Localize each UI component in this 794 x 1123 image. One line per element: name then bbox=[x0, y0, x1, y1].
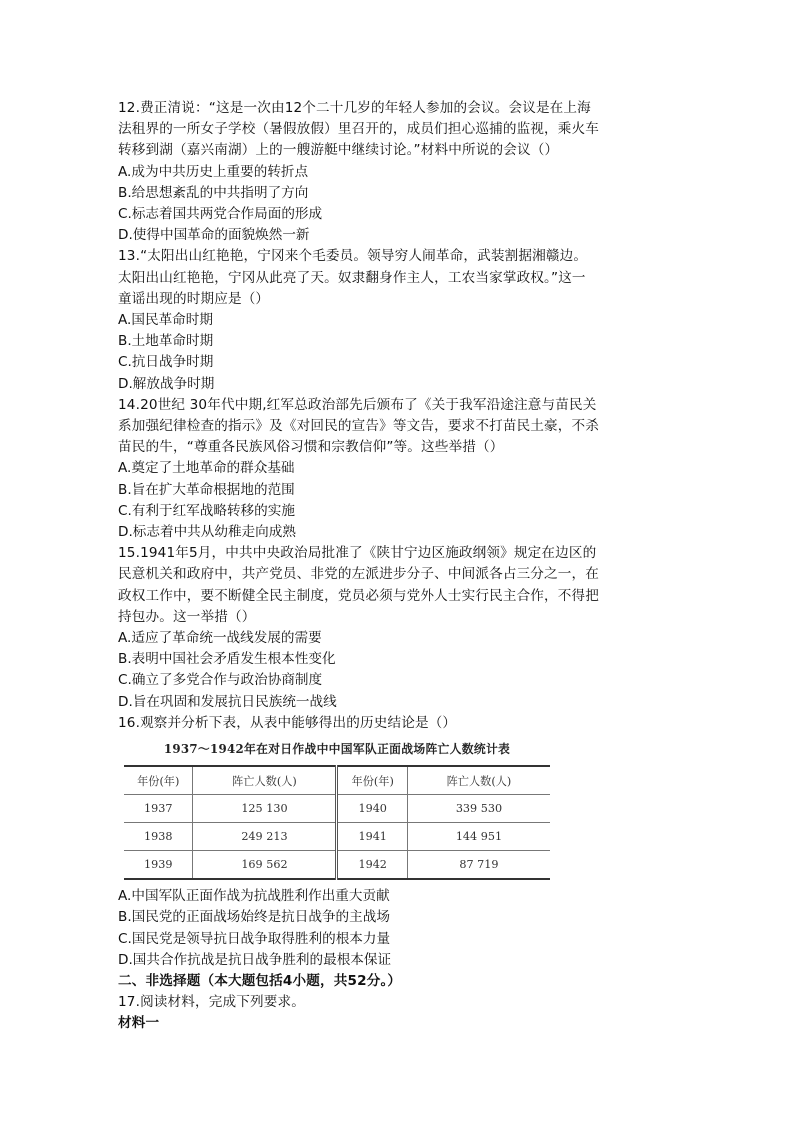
table-cell: 1939 bbox=[124, 851, 193, 880]
exam-page bbox=[118, 98, 678, 1035]
question-16-option-c: C.国民党是领导抗日战争取得胜利的根本力量 bbox=[118, 930, 391, 947]
material-1-label: 材料一 bbox=[118, 1015, 160, 1032]
question-13 bbox=[118, 246, 678, 394]
question-13-line-1: 13.“太阳出山红艳艳，宁冈来个毛委员。领导穷人闹革命，武装割据湘赣边。 bbox=[118, 248, 588, 265]
question-15-line-3: 政权工作中，要不断健全民主制度，党员必须与党外人士实行民主合作，不得把 bbox=[118, 587, 600, 604]
table-header-year-2: 年份(年) bbox=[337, 766, 407, 795]
table-cell: 125 130 bbox=[193, 795, 337, 823]
table-cell: 1941 bbox=[337, 823, 407, 851]
question-12-option-a: A.成为中共历史上重要的转折点 bbox=[118, 163, 309, 180]
table-header-row bbox=[124, 766, 550, 795]
table-cell: 249 213 bbox=[193, 823, 337, 851]
section-2-heading: 二、非选择题（本大题包括4小题，共52分。） bbox=[118, 972, 402, 989]
table-header-deaths-1: 阵亡人数(人) bbox=[193, 766, 337, 795]
question-15-line-2: 民意机关和政府中，共产党员、非党的左派进步分子、中间派各占三分之一，在 bbox=[118, 566, 600, 583]
question-13-line-3: 童谣出现的时期应是（） bbox=[118, 290, 270, 307]
table-header-deaths-2: 阵亡人数(人) bbox=[407, 766, 550, 795]
question-14 bbox=[118, 395, 678, 543]
question-12-option-c: C.标志着国共两党合作局面的形成 bbox=[118, 206, 323, 223]
table-row bbox=[124, 851, 550, 880]
table-cell: 1940 bbox=[337, 795, 407, 823]
table-cell: 339 530 bbox=[407, 795, 550, 823]
question-15-option-a: A.适应了革命统一战线发展的需要 bbox=[118, 630, 322, 647]
table-cell: 1937 bbox=[124, 795, 193, 823]
question-16-option-d: D.国共合作抗战是抗日战争胜利的最根本保证 bbox=[118, 951, 392, 968]
question-14-option-c: C.有利于红军战略转移的实施 bbox=[118, 502, 295, 519]
question-13-option-b: B.土地革命时期 bbox=[118, 333, 214, 350]
table-row bbox=[124, 795, 550, 823]
casualty-table bbox=[124, 765, 550, 880]
question-16-line-1: 16.观察并分析下表，从表中能够得出的历史结论是（） bbox=[118, 714, 457, 731]
question-13-option-a: A.国民革命时期 bbox=[118, 312, 213, 329]
question-15-line-4: 持包办。这一举措（） bbox=[118, 608, 256, 625]
question-12-option-b: B.给思想紊乱的中共指明了方向 bbox=[118, 184, 309, 201]
question-14-option-d: D.标志着中共从幼稚走向成熟 bbox=[118, 524, 296, 541]
table-cell: 144 951 bbox=[407, 823, 550, 851]
section-2 bbox=[118, 971, 678, 1035]
question-15-option-b: B.表明中国社会矛盾发生根本性变化 bbox=[118, 651, 336, 668]
question-13-line-2: 太阳出山红艳艳，宁冈从此亮了天。奴隶翻身作主人，工农当家掌政权。”这一 bbox=[118, 269, 586, 286]
question-14-option-b: B.旨在扩大革命根据地的范围 bbox=[118, 481, 295, 498]
question-12-line-1: 12.费正清说：“这是一次由12个二十几岁的年轻人参加的会议。会议是在上海 bbox=[118, 100, 591, 116]
question-13-option-c: C.抗日战争时期 bbox=[118, 354, 214, 371]
question-15 bbox=[118, 543, 678, 713]
table-header-year-1: 年份(年) bbox=[124, 766, 193, 795]
casualty-table-figure bbox=[124, 740, 550, 880]
question-15-line-1: 15.1941年5月，中共中央政治局批准了《陕甘宁边区施政纲领》规定在边区的 bbox=[118, 545, 597, 562]
question-16 bbox=[118, 713, 678, 971]
question-14-line-1: 14.20世纪 30年代中期,红军总政治部先后颁布了《关于我军沿途注意与苗民关 bbox=[118, 396, 597, 413]
question-15-option-c: C.确立了多党合作与政治协商制度 bbox=[118, 672, 323, 689]
table-cell: 1942 bbox=[337, 851, 407, 880]
question-12 bbox=[118, 98, 678, 246]
question-12-line-2: 法租界的一所女子学校（暑假放假）里召开的，成员们担心巡捕的监视，乘火车 bbox=[118, 121, 600, 138]
question-16-option-b: B.国民党的正面战场始终是抗日战争的主战场 bbox=[118, 909, 390, 926]
question-15-option-d: D.旨在巩固和发展抗日民族统一战线 bbox=[118, 693, 337, 710]
question-14-line-2: 系加强纪律检查的指示》及《对回民的宣告》等文告，要求不打苗民土豪，不杀 bbox=[118, 418, 600, 435]
question-14-line-3: 苗民的牛，“尊重各民族风俗习惯和宗教信仰”等。这些举措（） bbox=[118, 439, 504, 456]
question-16-option-a: A.中国军队正面作战为抗战胜利作出重大贡献 bbox=[118, 888, 390, 905]
question-13-option-d: D.解放战争时期 bbox=[118, 375, 215, 392]
question-12-line-3: 转移到湖（嘉兴南湖）上的一艘游艇中继续讨论。”材料中所说的会议（） bbox=[118, 142, 559, 159]
table-cell: 1938 bbox=[124, 823, 193, 851]
question-14-option-a: A.奠定了土地革命的群众基础 bbox=[118, 460, 295, 477]
table-cell: 87 719 bbox=[407, 851, 550, 880]
table-row bbox=[124, 823, 550, 851]
question-17-stem: 17.阅读材料，完成下列要求。 bbox=[118, 994, 305, 1011]
casualty-table-title: 1937～1942年在对日作战中中国军队正面战场阵亡人数统计表 bbox=[163, 742, 511, 757]
question-12-option-d: D.使得中国革命的面貌焕然一新 bbox=[118, 227, 310, 244]
table-cell: 169 562 bbox=[193, 851, 337, 880]
